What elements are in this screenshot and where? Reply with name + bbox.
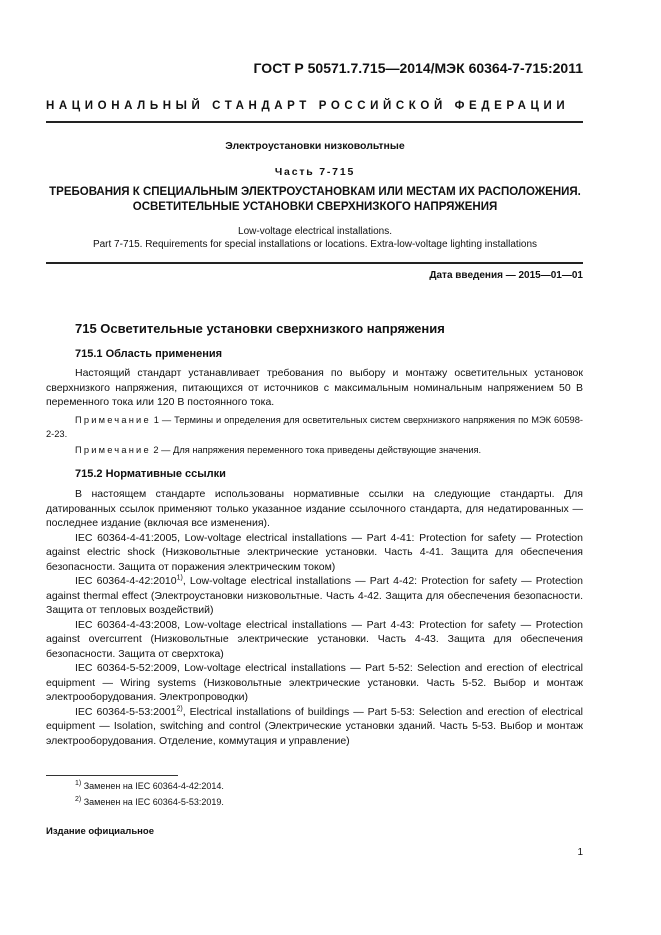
english-title-line2: Part 7-715. Requirements for special installations or locations. Extra-low-voltage lighting installations <box>92 239 538 250</box>
part-label: Часть 7-715 <box>274 166 356 178</box>
official-edition-label: Издание официальное <box>46 826 154 837</box>
references-intro: В настоящем стандарте использованы нормативные ссылки на следующие стандарты. Для датированных ссылок применяют только указанное издание ссылочного стандарта, для недатированных — последнее издание (включая все изменения). <box>46 488 583 529</box>
footnote-ref-2: 2) <box>176 705 183 712</box>
title-divider <box>46 262 583 264</box>
references-heading: 715.2 Нормативные ссылки <box>75 468 226 480</box>
footnote-1 <box>75 780 224 792</box>
footnote-2 <box>75 796 224 808</box>
footnote-ref-1: 1) <box>176 574 183 582</box>
introduction-date: Дата введения — 2015—01—01 <box>429 270 583 281</box>
requirements-title-line2: ОСВЕТИТЕЛЬНЫЕ УСТАНОВКИ СВЕРХНИЗКОГО НАПРЯЖЕНИЯ <box>132 201 498 213</box>
document-code: ГОСТ Р 50571.7.715—2014/МЭК 60364-7-715:2011 <box>253 60 583 76</box>
scope-paragraph: Настоящий стандарт устанавливает требования по выбору и монтажу осветительных установок сверхнизкого напряжения, питающихся от источников с максимальным номинальным напряжением 50 В переменного тока или 120 В постоянного тока. <box>46 367 583 408</box>
reference-code: IEC 60364-5-53:2001 <box>75 705 177 718</box>
reference-iec-60364-5-53 <box>46 705 583 749</box>
requirements-title-line1: ТРЕБОВАНИЯ К СПЕЦИАЛЬНЫМ ЭЛЕКТРОУСТАНОВКАМ ИЛИ МЕСТАМ ИХ РАСПОЛОЖЕНИЯ. <box>49 186 581 198</box>
page-number: 1 <box>577 847 583 858</box>
references-body <box>46 487 583 748</box>
note-1 <box>46 414 583 441</box>
national-standard-heading: НАЦИОНАЛЬНЫЙ СТАНДАРТ РОССИЙСКОЙ ФЕДЕРАЦИИ <box>46 100 570 112</box>
footnote-1-text: Заменен на IEC 60364-4-42:2014. <box>81 781 224 791</box>
note-1-text: 1 — Термины и определения для осветительных систем сверхнизкого напряжения по МЭК 60598-2-23. <box>46 415 583 439</box>
note-2-text: 2 — Для напряжения переменного тока приведены действующие значения. <box>150 445 482 455</box>
english-title-line1: Low-voltage electrical installations. <box>238 226 392 237</box>
reference-iec-60364-4-43: IEC 60364-4-43:2008, Low-voltage electrical installations — Part 4-43: Protection for safety — Protection against overcurrent (Низковольтные электрические установки. Часть 4-43. Защита для обеспечения безопасности. Защита от сверхтока) <box>46 618 583 660</box>
footnote-1-mark: 1) <box>75 780 82 787</box>
footnote-2-text: Заменен на IEC 60364-5-53:2019. <box>81 797 224 807</box>
reference-code: IEC 60364-4-42:2010 <box>75 575 177 587</box>
note-1-label: Примечание <box>75 415 151 425</box>
note-2 <box>46 444 583 458</box>
footnote-divider <box>46 775 178 776</box>
reference-iec-60364-4-41: IEC 60364-4-41:2005, Low-voltage electrical installations — Part 4-41: Protection for safety — Protection against electric shock (Низковольтные электрические установки. Часть 4-41. Защита для обеспечения безопасности. Защита от поражения электрическим током) <box>46 531 583 573</box>
note-2-label: Примечание <box>75 445 151 455</box>
scope-heading: 715.1 Область применения <box>75 348 223 360</box>
reference-text: , Low-voltage electrical installations — Part 4-42: Protection for safety — Protection against thermal effect (Электроустановки низковольтные. Часть 4-42. Защита для обеспечения безопасности. Защита от тепловых воздействий) <box>46 575 583 616</box>
english-title <box>40 225 590 251</box>
reference-iec-60364-5-52: IEC 60364-5-52:2009, Low-voltage electrical installations — Part 5-52: Selection and erection of electrical equipment — Wiring systems (Низковольтные электрические установки. Часть 5-52. Выбор и монтаж электрооборудования. Электропроводки) <box>46 662 583 703</box>
standard-title: Электроустановки низковольтные <box>225 140 405 152</box>
footnote-2-mark: 2) <box>75 796 82 803</box>
section-heading: 715 Осветительные установки сверхнизкого напряжения <box>75 321 445 336</box>
reference-iec-60364-4-42 <box>46 574 583 618</box>
reference-text: , Electrical installations of buildings — Part 5-53: Selection and erection of electrical equipment — Isolation, switching and control (Электрические установки зданий. Часть 5-53. Выбор и монтаж электрооборудования. Отделение, коммутация и управление) <box>46 705 584 747</box>
requirements-title <box>40 185 590 215</box>
top-divider <box>46 121 583 123</box>
